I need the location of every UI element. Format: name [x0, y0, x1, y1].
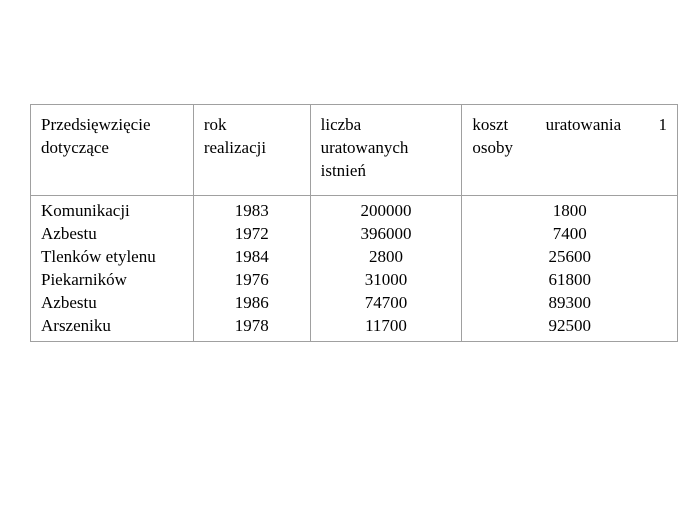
- table-cell-cost: 1800: [552, 201, 587, 220]
- table-cell-year: 1984: [234, 247, 269, 266]
- header-saved-line2: uratowanych: [320, 138, 409, 157]
- header-cell-year: [193, 105, 310, 196]
- table-cell-saved: 200000: [360, 201, 412, 220]
- data-table: [30, 104, 678, 342]
- table-cell-name: Komunikacji: [41, 201, 130, 220]
- table-cell-saved: 396000: [360, 224, 412, 243]
- header-cost-line1: [472, 113, 667, 136]
- column-cost: [462, 196, 678, 342]
- header-cost-line2: osoby: [472, 138, 514, 157]
- header-cell-saved: [310, 105, 462, 196]
- table-cell-year: 1976: [234, 270, 269, 289]
- table-cell-name: Tlenków etylenu: [41, 247, 156, 266]
- header-cost-word1: koszt: [472, 115, 509, 134]
- table-cell-saved: 2800: [369, 247, 403, 266]
- table-cell-cost: 92500: [548, 316, 591, 335]
- table-cell-name: Arszeniku: [41, 316, 111, 335]
- header-year-line1: rok: [203, 115, 227, 134]
- header-row: [31, 105, 678, 196]
- header-project-line1: Przedsięwzięcie: [41, 115, 151, 134]
- table-cell-year: 1972: [234, 224, 269, 243]
- table-body: [31, 196, 678, 342]
- table-cell-cost: 89300: [548, 293, 591, 312]
- column-years: [193, 196, 310, 342]
- header-cell-cost: [462, 105, 678, 196]
- table-cell-cost: 25600: [548, 247, 591, 266]
- header-project-line2: dotyczące: [41, 138, 109, 157]
- header-saved-line1: liczba: [320, 115, 362, 134]
- table-cell-name: Piekarników: [41, 270, 127, 289]
- table-cell-year: 1983: [234, 201, 269, 220]
- column-project-names: [31, 196, 194, 342]
- header-cell-project: [31, 105, 194, 196]
- table-cell-saved: 11700: [365, 316, 407, 335]
- column-saved: [310, 196, 462, 342]
- table-cell-year: 1978: [234, 316, 269, 335]
- table-cell-cost: 7400: [552, 224, 587, 243]
- header-year-line2: realizacji: [203, 138, 267, 157]
- table-cell-name: Azbestu: [41, 293, 97, 312]
- table-cell-name: Azbestu: [41, 224, 97, 243]
- table-cell-saved: 31000: [364, 270, 408, 289]
- table-cell-cost: 61800: [548, 270, 591, 289]
- table-cell-saved: 74700: [364, 293, 408, 312]
- body-row: [31, 196, 678, 342]
- table-cell-year: 1986: [234, 293, 269, 312]
- header-cost-word2: uratowania: [545, 115, 622, 134]
- table-header: [31, 105, 678, 196]
- header-saved-line3: istnień: [320, 161, 366, 180]
- header-cost-word3: 1: [658, 115, 667, 134]
